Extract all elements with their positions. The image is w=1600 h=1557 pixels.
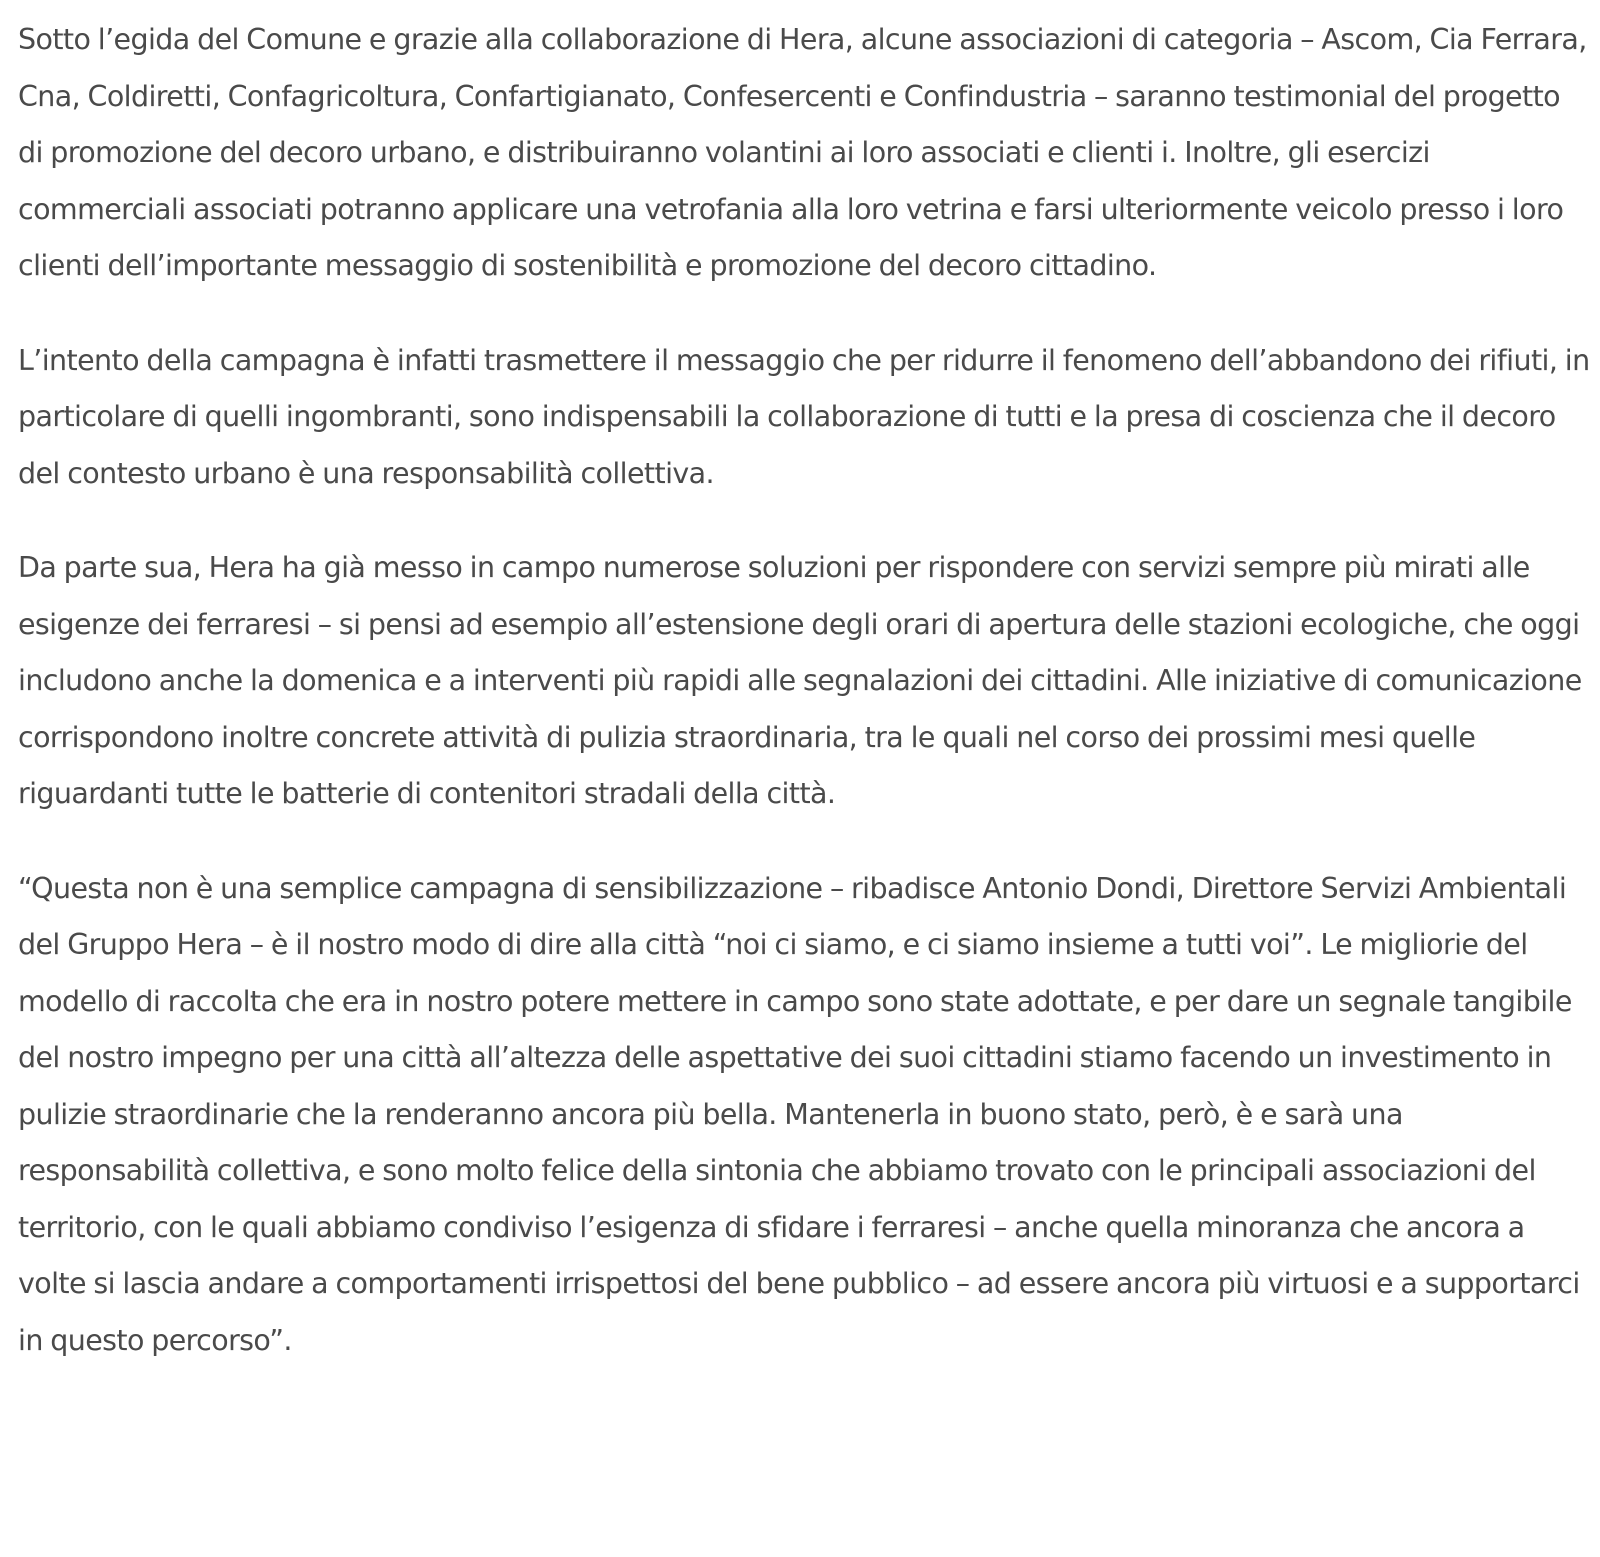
article-paragraph: Da parte sua, Hera ha già messo in campo numerose soluzioni per rispondere con servizi sempre più mirati alle esigenze dei ferraresi – si pensi ad esempio all’estensione degli orari di apertura delle stazioni ecologiche, che oggi includono anche la domenica e a interventi più rapidi alle segnalazioni dei cittadini. Alle iniziative di comunicazione corrispondono inoltre concrete attività di pulizia straordinaria, tra le quali nel corso dei prossimi mesi quelle riguardanti tutte le batterie di contenitori stradali della città. (18, 551, 1582, 810)
article-paragraph: “Questa non è una semplice campagna di sensibilizzazione – ribadisce Antonio Dondi, Direttore Servizi Ambientali del Gruppo Hera – è il nostro modo di dire alla città “noi ci siamo, e ci siamo insieme a tutti voi”. Le migliorie del modello di raccolta che era in nostro potere mettere in campo sono state adottate, e per dare un segnale tangibile del nostro impegno per una città all’altezza delle aspettative dei suoi cittadini stiamo facendo un investimento in pulizie straordinarie che la renderanno ancora più bella. Mantenerla in buono stato, però, è e sarà una responsabilità collettiva, e sono molto felice della sintonia che abbiamo trovato con le principali associazioni del territorio, con le quali abbiamo condiviso l’esigenza di sfidare i ferraresi – anche quella minoranza che ancora a volte si lascia andare a comportamenti irrispettosi del bene pubblico – ad essere ancora più virtuosi e a supportarci in questo percorso”. (18, 871, 1580, 1357)
article-paragraph: L’intento della campagna è infatti trasmettere il messaggio che per ridurre il fenomeno dell’abbandono dei rifiuti, in particolare di quelli ingombranti, sono indispensabili la collaborazione di tutti e la presa di coscienza che il decoro del contesto urbano è una responsabilità collettiva. (18, 343, 1590, 490)
article-paragraph: Sotto l’egida del Comune e grazie alla collaborazione di Hera, alcune associazioni di categoria – Ascom, Cia Ferrara, Cna, Coldiretti, Confagricoltura, Confartigianato, Confesercenti e Confindustria – saranno testimonial del progetto di promozione del decoro urbano, e distribuiranno volantini ai loro associati e clienti i. Inoltre, gli esercizi commerciali associati potranno applicare una vetrofania alla loro vetrina e farsi ulteriormente veicolo presso i loro clienti dell’importante messaggio di sostenibilità e promozione del decoro cittadino. (18, 23, 1587, 282)
